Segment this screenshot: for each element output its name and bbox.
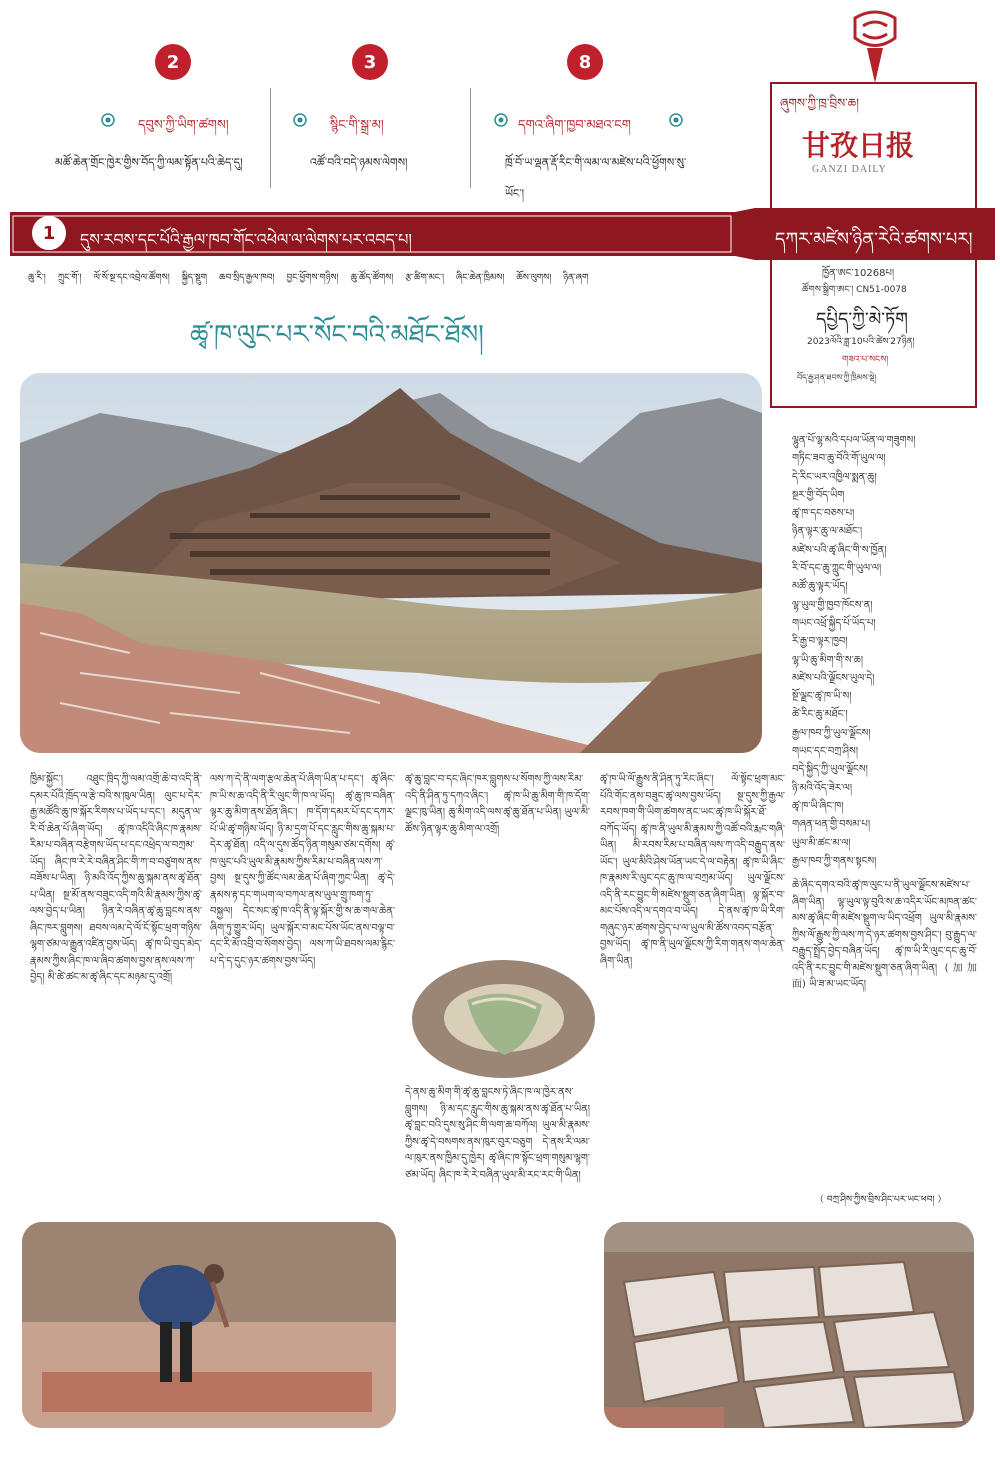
poem-line: རི་རྒྱ་བ་ལྟར་ཁྱབ། <box>792 636 848 648</box>
poem-line: ཚྭ་ཁ་དང་བཅས་པ། <box>792 508 855 520</box>
banner-headline: དུས་རབས་དང་པོའི་རྒྱལ་ཁབ་གོང་འཕེལ་ལ་ལེགས་པར་འབད་པ། <box>80 230 412 249</box>
poem-line: སྔོ་ལྗང་ཚྭ་ཁ་ཡི་ས། <box>792 691 852 703</box>
tag[interactable]: ཆོས་ལུགས། <box>516 273 552 283</box>
poem-line: ལྷ་ཡི་ཆུ་མིག་གི་ས་ཆ། <box>792 654 864 666</box>
poem-line: བདེ་སྐྱིད་ཀྱི་ཡུལ་ལྗོངས། <box>792 764 868 776</box>
weekday: གཟའ་པ་སངས། <box>842 355 889 365</box>
tag[interactable]: ཀྲུང་གོ་། <box>57 273 82 283</box>
poem-line: མཛེས་པའི་ལྗོངས་ཡུལ་དེ། <box>792 672 875 684</box>
divider <box>270 88 271 188</box>
article-column-1: ཁྱིམ་སྐྱོང་། འཐུང་ཁྲིད་ཀྱི་ལམ་འགྲོ་ཆེ་བ་འདི་ནི་དམར་པོའི་ཁྲོད་ལ་རྩེ་བའི་ས་ཁུལ་ཡིན། ལུང་པ་དེར་རྒྱ་མཚོའི་ཆུ་ཁ་སྐོར་རིགས་པ་ཡོད་པ་དང་། མདུན་ལ་རི་བོ་ཆེན་པོ་ཞིག་ཡོད། ཚྭ་ཁ་འདིའི་ཞིང་ཁ་རྣམས་རིམ་པ་བཞིན་བརྩེགས་ཡོད་པ་དང་འཕྲེད་ལ་བཀྲམ་ཡོད། ཞིང་ཁ་རེ་རེ་བཞིན་ཤིང་གི་ཀ་བ་བཙུགས་ནས་བཟོས་པ་ཡིན། ཉི་མའི་འོད་ཀྱིས་ཆུ་སྐམ་ནས་ཚྭ་ཐོན་པ་ཡིན། སྔ་མོ་ནས་བཟུང་འདི་གའི་མི་རྣམས་ཀྱིས་ཚྭ་ལས་བྱེད་པ་ཡིན། ཉིན་རེ་བཞིན་ཚྭ་ཆུ་བླངས་ནས་ཞིང་ཁར་བླུགས། ཐབས་ལམ་དེ་ལོ་ངོ་སྟོང་ཕྲག་གཉིས་ལྷག་ཙམ་ལ་རྒྱུན་འཛིན་བྱས་ཡོད། ཚྭ་ཁ་ཡི་བུད་མེད་རྣམས་ཀྱིས་ཞིང་ཁ་ལ་ཞིབ་ཚགས་བྱས་ནས་ལས་ཀ་བྱེད། མི་ཚེ་ཚང་མ་ཚྭ་ཞིང་དང་མཉམ་དུ་འགྲོ། <box>30 774 202 983</box>
article-column-4: ཚྭ་ཁ་ཡི་ལོ་རྒྱུས་ནི་ཤིན་ཏུ་རིང་ཞིང་། ལོ་སྟོང་ཕྲག་མང་པོའི་གོང་ནས་བཟུང་ཚྭ་ལས་བྱས་ཡོད། སྔ་དུས་ཀྱི་རྒྱལ་རབས་ཁག་གི་ཡིག་ཚགས་ནང་ཡང་ཚྭ་ཁ་ཡི་སྐོར་ཐོ་བཀོད་ཡོད། ཚྭ་ཁ་ནི་ཡུལ་མི་རྣམས་ཀྱི་འཚོ་བའི་རྨང་གཞི་ཡིན། མི་རབས་རིམ་པ་བཞིན་ལས་ཀ་འདི་བརྒྱུད་ནས་ཡོང་། ཡུལ་མིའི་ཤེས་ཡོན་ཡང་དེ་ལ་བརྟེན། ཚྭ་ཁ་ཡི་ཞིང་ཁ་རྣམས་རི་ལུང་དང་ཆུ་ཁ་ལ་བཀྲམ་ཡོད། ཡུལ་ལྗོངས་འདི་ནི་རང་བྱུང་གི་མཛེས་སྡུག་ཅན་ཞིག་ཡིན། ལྟ་སྐོར་བ་མང་པོས་འདི་ལ་དགའ་བ་ཡོད། དེ་ནས་ཚྭ་ཁ་ཡི་རིག་གཞུང་ཉར་ཚགས་བྱེད་པ་ལ་ཡུལ་མི་ཚོས་འབད་བརྩོན་བྱས་ཡོད། ཚྭ་ཁ་ནི་ཡུལ་ལྗོངས་ཀྱི་རིག་གནས་གལ་ཆེན་ཞིག་ཡིན། <box>600 774 785 967</box>
poem-line: མཛེས་པའི་ཚྭ་ཞིང་གི་ས་ཁྱོན། <box>792 544 887 556</box>
masthead-meta: ཚོགས་སྒྲིག་ཨང་། CN51-0078 <box>802 285 907 295</box>
poem-line: ཚེ་རིང་ཆུ་མཐོང་། <box>792 709 848 721</box>
flower-icon <box>668 112 684 132</box>
teaser-label: དགའ་ཞིག་ཁྱབ་མཐའ་ངག <box>518 118 631 133</box>
tag-row <box>28 268 768 293</box>
article-headline: ཚྭ་ཁ་ལུང་པར་སོང་བའི་མཐོང་ཐོས། <box>190 320 484 350</box>
poem-line: རྒྱལ་ཁབ་ཀྱི་ཡུལ་ལྗོངས། <box>792 727 871 739</box>
poem-line: གཡང་དང་བཀྲ་ཤིས། <box>792 746 858 758</box>
teaser-label: དབུས་ཀྱི་ཡིག་ཚགས། <box>138 118 229 133</box>
poem-line: མཚོ་ཆུ་ལྟར་ཡོད། <box>792 581 848 593</box>
divider <box>470 88 471 188</box>
flower-icon <box>292 112 308 132</box>
teaser-label: སྙིང་གི་སྒྲ་མ། <box>330 118 384 133</box>
poem-line: གཏིང་ཟབ་ཆུ་བོའི་གོ་ཡུལ་ལ། <box>792 453 886 465</box>
poem-line: སྔར་གྱི་བོད་ཡིག <box>792 489 845 501</box>
tag[interactable]: ཞིང་ཆེན་ཁྲིམས། <box>455 273 505 283</box>
hero-photo <box>20 373 762 753</box>
teaser-text: ཁྲོ་བོ་ཡ་ལྡན་རྡོ་རིང་གི་ལམ་ལ་མཛེས་པའི་ཕྱོགས་སུ་ཡོང་། <box>505 156 687 200</box>
tag[interactable]: ཆུ་ཚོད་ཚོགས། <box>350 273 394 283</box>
tag[interactable]: བྱང་ཕྱོགས་གཉིས། <box>286 273 339 283</box>
publish-date: 2023ལོའི་ཟླ་10པའི་ཚེས་27ཉིན། <box>807 337 915 347</box>
byline: （ བཀྲ་ཤིས་ཀྱིས་བྲིས་ཤིང་པར་ཡང་ཕབ། ） <box>815 1195 947 1205</box>
flower-icon <box>493 112 509 132</box>
tag[interactable]: སྐྱིད་སྡུག <box>181 273 208 283</box>
poem-line: རི་བོ་དང་ཆུ་ཀླུང་གི་ཡུལ་ལ། <box>792 563 882 575</box>
teaser-number: 2 <box>155 44 191 80</box>
poem-line: ལྷུན་པོ་ལྷ་མའི་དཔལ་ཡོན་ལ་གཟུགས། <box>792 435 916 446</box>
poem-line: ཚྭ་ཁ་ཡི་ཞིང་ཁ། <box>792 800 844 812</box>
poem-line: རྒྱལ་ཁབ་ཀྱི་གནས་སྟངས། <box>792 855 877 867</box>
spring-photo <box>412 960 595 1078</box>
poem-line: གཡང་འཕྲོ་སྐྱིད་པོ་ཡོད་པ། <box>792 617 876 629</box>
tag[interactable]: ཆབ་སྲིད་རྒྱལ་ཁབ། <box>219 273 275 283</box>
paper-title: དཀར་མཛེས་ཉིན་རེའི་ཚགས་པར། <box>775 229 973 250</box>
teaser-number: 3 <box>352 44 388 80</box>
tag[interactable]: ཆུ་རི་། <box>28 273 46 283</box>
english-title: GANZI DAILY <box>812 164 887 175</box>
poem-line: ཉི་མའི་འོད་ཟེར་ལ། <box>792 782 853 794</box>
teaser-text: འཚོ་བའི་བདེ་ཉམས་ལེགས། <box>310 156 408 169</box>
worker-photo <box>22 1222 396 1428</box>
poem-line: ཡུལ་མི་ཚང་མ་ལ། <box>792 837 851 849</box>
article-column-3-top: ཚྭ་ཆུ་བླང་བ་དང་ཞིང་ཁར་བླུགས་པ་སོགས་ཀྱི་ལས་རིམ་འདི་ནི་ཤིན་ཏུ་དཀའ་ཞིང་། ཚྭ་ཁ་ཡི་ཆུ་མིག་གི་ཁ་དོག་ལྗང་ཁུ་ཡིན། ཆུ་མིག་འདི་ལས་ཚྭ་ཆུ་ཐོན་པ་ཡིན། ཡུལ་མི་ཚོས་ཉིན་ལྟར་ཆུ་མིག་ལ་འགྲོ། <box>405 774 590 835</box>
poem-prose: ཆེ་ཞིང་དགའ་བའི་ཚྭ་ཁ་ལུང་པ་ནི་ཡུལ་ལྗོངས་མཛེས་པ་ཞིག་ཡིན། ལྷ་ཡུལ་ལྟ་བུའི་ས་ཆ་འདིར་ཡོང་མཁན་ཚང་མས་ཚྭ་ཞིང་གི་མཛེས་སྡུག་ལ་ཡིད་འཕྲོག ཡུལ་མི་རྣམས་ཀྱིས་ལོ་རྒྱུས་ཀྱི་ལས་ཀ་དེ་ཉར་ཚགས་བྱས་ཤིང་། བུ་རྒྱུད་ལ་བརྒྱུད་སྤྲོད་བྱེད་བཞིན་ཡོད། ཚྭ་ཁ་ཡི་རི་ལུང་དང་ཆུ་བོ་འདི་ནི་རང་བྱུང་གི་མཛེས་སྡུག་ཅན་ཞིག་ཡིན། (加加面) ཡི་ཟ་མ་ཡང་ཡོད། <box>792 880 977 990</box>
poem-line: གཞན་ཕན་གྱི་བསམ་པ། <box>792 819 871 831</box>
publisher: བོད་རྒྱ་ཤན་ཐབས་ཀྱི་ཁྲིམས་སྡེ། <box>797 373 877 382</box>
poem-column <box>792 432 982 871</box>
article-column-3-bottom: དེ་ནས་ཆུ་མིག་གི་ཚྭ་ཆུ་བླངས་ཏེ་ཞིང་ཁ་ལ་ཁྱེར་ནས་བླུགས། ཉི་མ་དང་རླུང་གིས་ཆུ་སྐམ་ནས་ཚྭ་ཐོན་པ་ཡིན། ཚྭ་བླང་བའི་དུས་སུ་ཤིང་གི་ལག་ཆ་བཀོལ། ཡུལ་མི་རྣམས་ཀྱིས་ཚྭ་དེ་བསགས་ནས་ཁུར་བུར་བཅུག དེ་ནས་རི་ལམ་ལ་ཁུར་ནས་ཁྱིམ་དུ་ཁྱེར། ཚྭ་ཞིང་ཁ་སྟོང་ཕྲག་གསུམ་ལྷག་ཙམ་ཡོད། ཞིང་ཁ་རེ་རེ་བཞིན་ཡུལ་མི་རང་རང་གི་ཡིན། <box>405 1087 590 1181</box>
headline-banner <box>10 208 995 260</box>
tag[interactable]: རྩ་ཚིག་མང་། <box>405 273 444 283</box>
poem-line: ཉིན་ལྟར་ཆུ་ལ་མཐོང་། <box>792 526 863 538</box>
poem-line: ལྷ་ཡུལ་གྱི་ཁྱབ་ཁོངས་ན། <box>792 599 873 611</box>
page-number-badge: 1 <box>32 216 66 250</box>
tag[interactable]: ལོ་སོ་སྔ་དང་འབྲེལ་ཚོགས། <box>93 273 170 283</box>
flower-icon <box>100 112 116 132</box>
teaser-text: མཚོ་ཆེན་གྲོང་ཁྱེར་གྱིས་བོད་ཀྱི་ལམ་སྟོན་པའི་ཆེད་དུ། <box>55 156 243 169</box>
masthead-script: ཞུགས་ཀྱི་ཁྲ་བྲིས་ཆ། <box>780 96 859 110</box>
chinese-title: 甘孜日报 <box>802 129 915 162</box>
teaser-number: 8 <box>567 44 603 80</box>
issue-number: ཁྱོན་ཨང་10268པ། <box>822 268 895 279</box>
poem-line: དེ་རིང་ཡར་འཁྱིལ་སྨན་ཆུ། <box>792 471 877 483</box>
logo-emblem <box>845 8 905 92</box>
tag[interactable]: ཉིན་ཞག <box>563 273 589 283</box>
article-column-2: ལས་ཀ་དེ་ནི་ལག་རྩལ་ཆེན་པོ་ཞིག་ཡིན་པ་དང་། ཚྭ་ཞིང་ཁ་ཡི་ས་ཆ་འདི་ནི་རི་ལུང་གི་ཁ་ལ་ཡོད། ཚྭ་ཆུ་ཁ་བཞིན་ལྟར་ཆུ་མིག་ནས་ཐོན་ཞིང་། ཁ་དོག་དམར་པོ་དང་དཀར་པོ་ཡི་ཚྭ་གཉིས་ཡོད། ཉི་མ་དྲག་པོ་དང་རླུང་གིས་ཆུ་སྐམ་པ་དེར་ཚྭ་ཐོན། འདི་ལ་དུས་ཚོད་ཉིན་གསུམ་ཙམ་དགོས། ཚྭ་ཁ་ལུང་པའི་ཡུལ་མི་རྣམས་ཀྱིས་རིམ་པ་བཞིན་ལས་ཀ་བྱས། སྔ་དུས་ཀྱི་ཚོང་ལམ་ཆེན་པོ་ཞིག་ཀྱང་ཡིན། ཚྭ་དེ་རྣམས་རྟ་དང་གཡག་ལ་བཀལ་ནས་ཡུལ་གྲུ་ཁག་ཏུ་བསྐྱལ། དེང་སང་ཚྭ་ཁ་འདི་ནི་ལྟ་སྐོར་གྱི་ས་ཆ་གལ་ཆེན་ཞིག་ཏུ་གྱུར་ཡོད། ཡུལ་སྐོར་བ་མང་པོས་ཡོང་ནས་བལྟ་བ་དང་རི་མོ་འབྲི་བ་སོགས་བྱེད། ལས་ཀ་ཡི་ཐབས་ལམ་རྙིང་པ་དེ་ད་དུང་ཉར་ཚགས་བྱས་ཡོད། <box>210 774 395 967</box>
masthead-subtitle: དཔྱིད་ཀྱི་མེ་ཏོག <box>816 309 908 330</box>
salt-fields-photo <box>604 1222 974 1428</box>
